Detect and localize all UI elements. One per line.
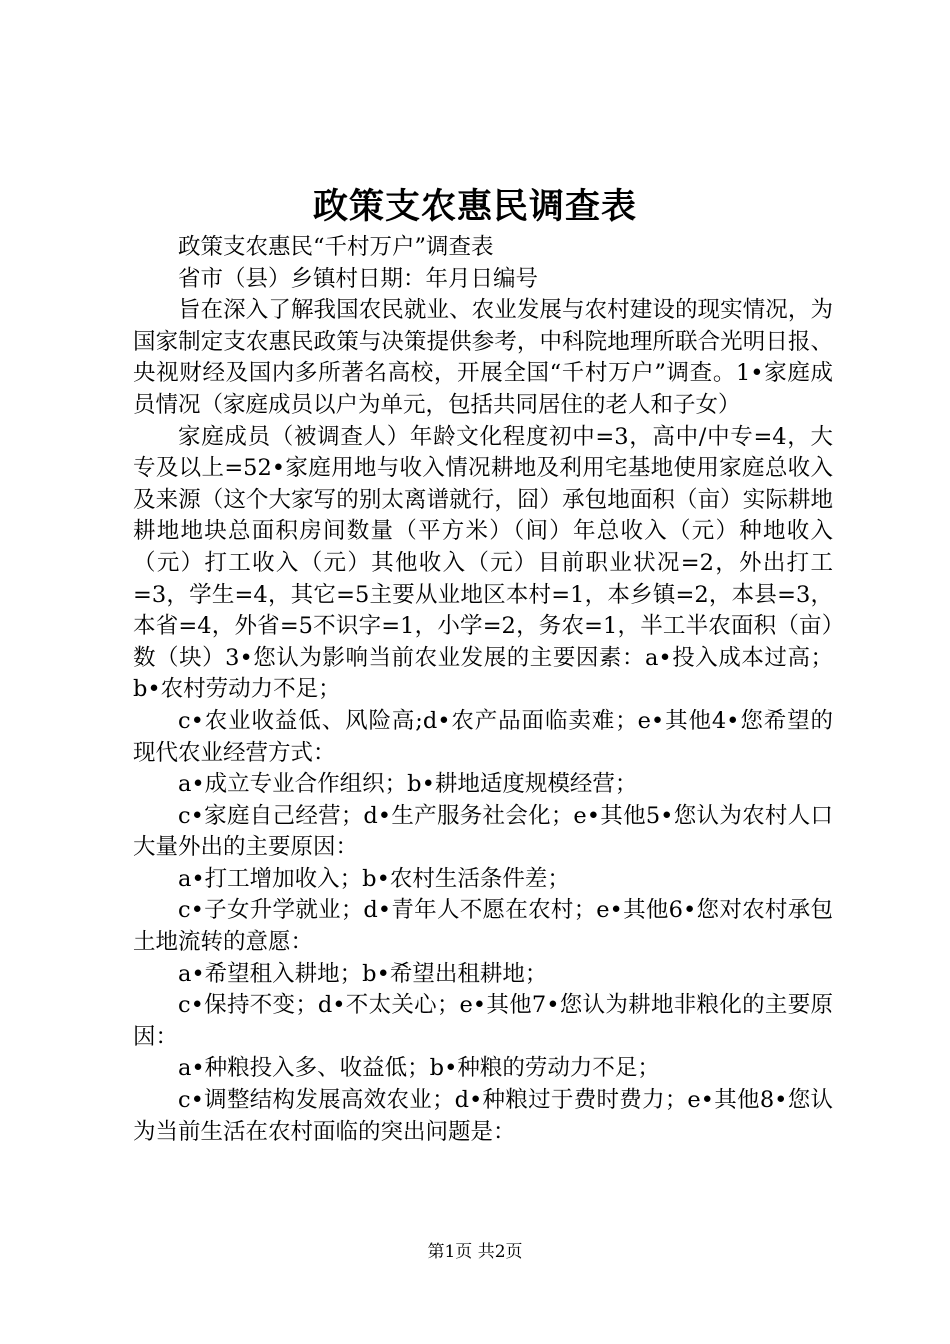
intro-paragraph: 旨在深入了解我国农民就业、农业发展与农村建设的现实情况，为国家制定支农惠民政策与决策提供参考，中科院地理所联合光明日报、央视财经及国内多所著名高校，开展全国“千村万户”调查。1•家庭成员情况（家庭成员以户为单元，包括共同居住的老人和子女） [133,297,833,418]
document-title: 政策支农惠民调查表 [312,186,637,227]
household-paragraph: 家庭成员（被调查人）年龄文化程度初中=3，高中/中专=4，大专及以上=52•家庭用地与收入情况耕地及利用宅基地使用家庭总收入及来源（这个大家写的别太离谱就行，囧）承包地面积（亩）实际耕地耕地地块总面积房间数量（平方米）（间）年总收入（元）种地收入（元）打工收入（元）其他收入（元）目前职业状况=2，外出打工=3，学生=4，其它=5主要从业地区本村=1，本乡镇=2，本县=3，本省=4，外省=5不识字=1，小学=2，务农=1，半工半农面积（亩）数（块）3•您认为影响当前农业发展的主要因素：a•投入成本过高；b•农村劳动力不足； [133,423,833,703]
question-paragraph: c•子女升学就业；d•青年人不愿在农村；e•其他6•您对农村承包土地流转的意愿： [133,897,833,956]
question-paragraph: a•希望租入耕地；b•希望出租耕地； [178,960,548,987]
question-paragraph: a•打工增加收入；b•农村生活条件差； [178,865,570,892]
survey-subtitle: 政策支农惠民“千村万户”调查表 [178,234,494,260]
document-body [133,232,833,1148]
page-number: 第1页 共2页 [427,1242,523,1262]
question-paragraph: a•成立专业合作组织；b•耕地适度规模经营； [178,771,638,798]
question-paragraph: c•家庭自己经营；d•生产服务社会化；e•其他5•您认为农村人口大量外出的主要原因： [133,802,833,861]
survey-location-line: 省市（县）乡镇村日期：年月日编号 [178,265,539,292]
question-paragraph: c•调整结构发展高效农业；d•种粮过于费时费力；e•其他8•您认为当前生活在农村面临的突出问题是： [133,1087,833,1145]
question-paragraph: a•种粮投入多、收益低；b•种粮的劳动力不足； [178,1055,660,1082]
question-paragraph: c•保持不变；d•不太关心；e•其他7•您认为耕地非粮化的主要原因： [133,992,833,1050]
question-paragraph: c•农业收益低、风险高;d•农产品面临卖难；e•其他4•您希望的现代农业经营方式： [133,707,833,766]
